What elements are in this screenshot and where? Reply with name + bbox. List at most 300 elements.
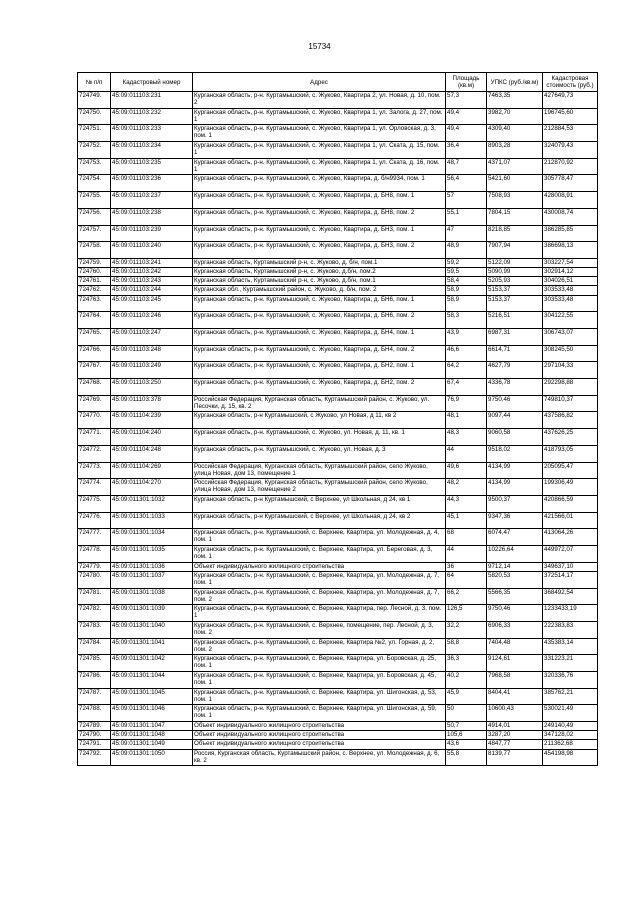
cell-cadastral-cost: 386285,85 <box>543 225 598 242</box>
cell-cadastral-cost: 212884,53 <box>543 125 598 142</box>
cell-upks: 3982,70 <box>487 108 543 125</box>
table-row <box>78 688 598 705</box>
cell-area: 36,4 <box>446 142 487 159</box>
cell-cadastral-cost: 530021,49 <box>543 705 598 722</box>
cell-address: Курганская область, р-н. Куртамышский, с. Жуково, Квартира, д. БН8, пом. 1 <box>193 192 446 209</box>
table-row <box>78 621 598 638</box>
table-row <box>78 362 598 379</box>
table-row <box>78 345 598 362</box>
cell-cadastral-cost: 305778,47 <box>543 175 598 192</box>
table-row <box>78 225 598 242</box>
table-row <box>78 158 598 175</box>
cell-cadastral-number: 45:09:011104:239 <box>111 412 193 429</box>
cell-address: Курганская область, р-н. Куртамышский, с. Верхнее, Квартира, ул. Шигонская, д. 59, пом. 1 <box>193 705 446 722</box>
table-row <box>78 529 598 546</box>
cell-cadastral-cost: 303227,54 <box>543 258 598 267</box>
cell-num: 724750. <box>78 108 111 125</box>
table-row <box>78 125 598 142</box>
cell-upks: 7404,48 <box>487 638 543 655</box>
table-row <box>78 749 598 766</box>
cell-address: Курганская область, р-н. Куртамышский, с. Жуково, Квартира, д. БН2, пом. 1 <box>193 362 446 379</box>
cell-address: Курганская область, р-н. Куртамышский, с. Верхнее, Квартира, ул. Молодежная, д. 7, пом. 2 <box>193 588 446 605</box>
cell-cadastral-cost: 418793,05 <box>543 445 598 462</box>
cell-address: Курганская область, Куртамышский р-н, с. Жуково, д.б/н, пом.2 <box>193 268 446 277</box>
cell-num: 724769. <box>78 395 111 412</box>
cell-cadastral-cost: 306743,07 <box>543 329 598 346</box>
cell-address: Курганская область, р-н. Куртамышский, с. Жуково, Квартира, д. БН6, пом. 2 <box>193 312 446 329</box>
cell-cadastral-number: 45:09:011103:238 <box>111 208 193 225</box>
table-row <box>78 562 598 571</box>
header-num: № п/п <box>78 73 111 92</box>
table-row <box>78 638 598 655</box>
cell-cadastral-cost: 222383,83 <box>543 621 598 638</box>
cell-num: 724771. <box>78 429 111 446</box>
cell-upks: 9712,14 <box>487 562 543 571</box>
cell-num: 724765. <box>78 329 111 346</box>
cell-area: 50,7 <box>446 722 487 731</box>
cell-address: Курганская область, р-н. Куртамышский, с. Верхнее, Квартира, ул. Молодежная, д. 4, пом. 1 <box>193 529 446 546</box>
table-body <box>78 92 598 766</box>
cell-address: Курганская область, р-н. Куртамышский, с. Жуково, Квартира 1, ул. Ската, д. 15, пом. 1 <box>193 142 446 159</box>
cell-address: Курганская область, р-н. Куртамышский, с. Жуково, Квартира, д. БН2, пом. 2 <box>193 379 446 396</box>
cell-address: Курганская область, р-н. Куртамышский, с. Жуково, Квартира, д. БН4, пом. 2 <box>193 345 446 362</box>
header-cadastral-number: Кадастровый номер <box>111 73 193 92</box>
header-address: Адрес <box>193 73 446 92</box>
cell-upks: 5090,99 <box>487 268 543 277</box>
table-row <box>78 277 598 286</box>
cell-upks: 8903,28 <box>487 142 543 159</box>
cell-upks: 9500,37 <box>487 495 543 512</box>
cell-address: Курганская область, Куртамышский р-н, с. Жуково, д.б/н, пом.1 <box>193 277 446 286</box>
cell-cadastral-cost: 302914,12 <box>543 268 598 277</box>
cell-area: 48,1 <box>446 412 487 429</box>
cell-cadastral-cost: 196745,60 <box>543 108 598 125</box>
cell-area: 43,6 <box>446 740 487 749</box>
cell-cadastral-cost: 304026,51 <box>543 277 598 286</box>
cell-upks: 4914,01 <box>487 722 543 731</box>
header-area: Площадь (кв.м) <box>446 73 487 92</box>
cell-address: Курганская область, р-н. Куртамышский, с. Верхнее, Квартира, ул. Молодежная, д. 7, пом. 1 <box>193 571 446 588</box>
table-row <box>78 268 598 277</box>
cell-address: Курганская область, р-н. Куртамышский, с. Жуково, Квартира, д. БН3, пом. 1 <box>193 225 446 242</box>
cell-cadastral-number: 45:09:011103:247 <box>111 329 193 346</box>
cell-address: Российская Федерация, Курганская область, Куртамышский район, село Жуково, улица Новая, дом 13, помещение 2 <box>193 479 446 496</box>
table-row <box>78 329 598 346</box>
cell-num: 724759. <box>78 258 111 267</box>
cell-area: 57 <box>446 192 487 209</box>
cell-num: 724767. <box>78 362 111 379</box>
cell-upks: 9518,02 <box>487 445 543 462</box>
cell-upks: 5205,93 <box>487 277 543 286</box>
cell-address: Курганская область, р-н. Куртамышский, с. Верхнее, Квартира, ул. Шигонская, д. 53, пом. 1 <box>193 688 446 705</box>
cell-area: 47 <box>446 225 487 242</box>
cell-cadastral-cost: 212870,92 <box>543 158 598 175</box>
cell-cadastral-number: 45:09:011301:1042 <box>111 655 193 672</box>
cell-num: 724760. <box>78 268 111 277</box>
cell-cadastral-number: 45:09:011301:1034 <box>111 529 193 546</box>
cell-cadastral-cost: 320336,76 <box>543 671 598 688</box>
cell-upks: 5566,35 <box>487 588 543 605</box>
cell-address: Курганская область, р-н. Куртамышский, с. Жуково, ул. Новая, д. 11, кв. 1 <box>193 429 446 446</box>
cell-cadastral-number: 45:09:011103:248 <box>111 345 193 362</box>
cell-cadastral-number: 45:09:011301:1046 <box>111 705 193 722</box>
table-row <box>78 571 598 588</box>
cell-upks: 6987,31 <box>487 329 543 346</box>
header-cadastral-cost: Кадастровая стоимость (руб.) <box>543 73 598 92</box>
cell-cadastral-number: 45:09:011104:269 <box>111 462 193 479</box>
cell-upks: 6074,47 <box>487 529 543 546</box>
cell-area: 45,1 <box>446 512 487 529</box>
cell-area: 44,3 <box>446 495 487 512</box>
cell-cadastral-number: 45:09:011103:234 <box>111 142 193 159</box>
cell-cadastral-cost: 449972,07 <box>543 545 598 562</box>
cell-address: Курганская область, р-н Куртамышский, с Жуково, ул Новая, д 11, кв 2 <box>193 412 446 429</box>
cell-cadastral-number: 45:09:011103:378 <box>111 395 193 412</box>
cell-cadastral-cost: 1233433,19 <box>543 605 598 622</box>
cell-area: 36 <box>446 562 487 571</box>
table-row <box>78 142 598 159</box>
cell-num: 724751. <box>78 125 111 142</box>
table-row <box>78 175 598 192</box>
cell-cadastral-number: 45:09:011103:231 <box>111 92 193 109</box>
cell-area: 55,1 <box>446 208 487 225</box>
cell-num: 724761. <box>78 277 111 286</box>
cell-area: 59,2 <box>446 258 487 267</box>
cell-cadastral-number: 45:09:011301:1039 <box>111 605 193 622</box>
cell-upks: 7968,58 <box>487 671 543 688</box>
cell-cadastral-cost: 249140,49 <box>543 722 598 731</box>
cell-cadastral-cost: 420866,59 <box>543 495 598 512</box>
table-row <box>78 655 598 672</box>
cell-address: Курганская область, р-н. Куртамышский, с. Жуково, Квартира, д. БН4, пом. 1 <box>193 329 446 346</box>
cell-area: 58,3 <box>446 312 487 329</box>
cell-cadastral-number: 45:09:011103:239 <box>111 225 193 242</box>
cell-cadastral-cost: 437586,82 <box>543 412 598 429</box>
cell-cadastral-number: 45:09:011301:1041 <box>111 638 193 655</box>
table-row <box>78 671 598 688</box>
cell-upks: 4336,78 <box>487 379 543 396</box>
cell-cadastral-cost: 427649,73 <box>543 92 598 109</box>
cell-upks: 7804,15 <box>487 208 543 225</box>
table-row <box>78 740 598 749</box>
cell-cadastral-cost: 428008,91 <box>543 192 598 209</box>
table-row <box>78 258 598 267</box>
cell-upks: 9097,44 <box>487 412 543 429</box>
cell-address: Курганская область, р-н. Куртамышский, с. Жуково, Квартира 1, ул. Орловская, д. 3, пом. 1 <box>193 125 446 142</box>
cell-cadastral-cost: 308245,50 <box>543 345 598 362</box>
cell-cadastral-cost: 303533,48 <box>543 295 598 312</box>
cell-cadastral-cost: 454198,98 <box>543 749 598 766</box>
table-row <box>78 312 598 329</box>
cell-cadastral-number: 45:09:011301:1047 <box>111 722 193 731</box>
cell-address: Курганская область, р-н. Куртамышский, с. Жуково, Квартира 1, ул. Ската, д. 16, пом. 1 <box>193 158 446 175</box>
cell-cadastral-number: 45:09:011103:241 <box>111 258 193 267</box>
cell-cadastral-number: 45:09:011301:1048 <box>111 731 193 740</box>
cell-num: 724768. <box>78 379 111 396</box>
cell-upks: 9124,61 <box>487 655 543 672</box>
cell-upks: 4627,79 <box>487 362 543 379</box>
cell-address: Курганская область, р-н. Куртамышский, с. Жуково, ул. Новая, д. 3 <box>193 445 446 462</box>
table-row <box>78 445 598 462</box>
cell-upks: 4134,99 <box>487 462 543 479</box>
cell-cadastral-number: 45:09:011103:235 <box>111 158 193 175</box>
cell-address: Российская Федерация, Курганская область, Куртамышский район, с. Жуково, ул. Песочки, д. 15, кв. 2 <box>193 395 446 412</box>
cell-num: 724781. <box>78 588 111 605</box>
cell-area: 64 <box>446 571 487 588</box>
table-row <box>78 429 598 446</box>
cell-address: Объект индивидуального жилищного строительства <box>193 562 446 571</box>
cell-num: 724790. <box>78 731 111 740</box>
cell-area: 43,9 <box>446 329 487 346</box>
cell-address: Курганская область, р-н. Куртамышский, с. Верхнее, Квартира, ул. Боровская, д. 45, пом. 1 <box>193 671 446 688</box>
cell-num: 724770. <box>78 412 111 429</box>
cell-area: 105,6 <box>446 731 487 740</box>
cell-cadastral-cost: 386698,13 <box>543 242 598 259</box>
cell-upks: 7907,94 <box>487 242 543 259</box>
cell-area: 59,5 <box>446 268 487 277</box>
page-number: 15734 <box>308 42 331 51</box>
table-row <box>78 208 598 225</box>
cell-num: 724784. <box>78 638 111 655</box>
cell-upks: 9750,46 <box>487 605 543 622</box>
cell-num: 724782. <box>78 605 111 622</box>
cell-cadastral-cost: 304122,55 <box>543 312 598 329</box>
table-row <box>78 495 598 512</box>
cell-num: 724772. <box>78 445 111 462</box>
cell-area: 48,3 <box>446 429 487 446</box>
cell-cadastral-number: 45:09:011301:1032 <box>111 495 193 512</box>
table-row <box>78 295 598 312</box>
cell-area: 67,4 <box>446 379 487 396</box>
table-row <box>78 192 598 209</box>
cell-cadastral-number: 45:09:011104:248 <box>111 445 193 462</box>
cell-num: 724753. <box>78 158 111 175</box>
cell-upks: 7508,93 <box>487 192 543 209</box>
cell-upks: 9750,46 <box>487 395 543 412</box>
cell-cadastral-cost: 297104,33 <box>543 362 598 379</box>
cell-num: 724763. <box>78 295 111 312</box>
cell-area: 48,7 <box>446 158 487 175</box>
cell-num: 724754. <box>78 175 111 192</box>
cell-upks: 7463,35 <box>487 92 543 109</box>
cell-address: Курганская область, р-н. Куртамышский, с. Верхнее, помещение, пер. Лесной, д. 3, пом. 2 <box>193 621 446 638</box>
cell-upks: 5153,37 <box>487 286 543 295</box>
cell-cadastral-number: 45:09:011103:243 <box>111 277 193 286</box>
cell-upks: 5421,60 <box>487 175 543 192</box>
cell-area: 58,8 <box>446 638 487 655</box>
table-row <box>78 379 598 396</box>
cell-cadastral-number: 45:09:011103:249 <box>111 362 193 379</box>
cell-cadastral-cost: 349637,10 <box>543 562 598 571</box>
cell-cadastral-number: 45:09:011103:233 <box>111 125 193 142</box>
table-row <box>78 286 598 295</box>
cell-num: 724787. <box>78 688 111 705</box>
cell-address: Курганская область, р-н Куртамышский, с Верхнее, ул Школьная, д 24, кв 1 <box>193 495 446 512</box>
cell-cadastral-number: 45:09:011103:244 <box>111 286 193 295</box>
cell-address: Курганская область, р-н. Куртамышский, с. Жуково, Квартира, д. БН8, пом. 2 <box>193 208 446 225</box>
cell-cadastral-cost: 372514,17 <box>543 571 598 588</box>
table-row <box>78 731 598 740</box>
table-row <box>78 588 598 605</box>
cell-cadastral-cost: 199306,49 <box>543 479 598 496</box>
cell-area: 45,9 <box>446 688 487 705</box>
cell-cadastral-cost: 331223,21 <box>543 655 598 672</box>
cell-area: 68 <box>446 529 487 546</box>
cell-address: Объект индивидуального жилищного строительства <box>193 722 446 731</box>
cell-address: Курганская область, р-н. Куртамышский, с. Верхнее, Квартира, ул. Боровская, д. 25, пом. 1 <box>193 655 446 672</box>
table-row <box>78 545 598 562</box>
table-row <box>78 108 598 125</box>
cell-address: Россия, Курганская область, Куртамышский район, с. Верхнее, ул. Молодежная, д. 6, кв. 2 <box>193 749 446 766</box>
cell-area: 57,3 <box>446 92 487 109</box>
cell-cadastral-number: 45:09:011301:1036 <box>111 562 193 571</box>
cell-num: 724778. <box>78 545 111 562</box>
table-header-row <box>78 73 598 92</box>
cell-address: Курганская обл., Куртамышский район, с. Жуково, д. б/н, пом. 2 <box>193 286 446 295</box>
cell-upks: 4847,77 <box>487 740 543 749</box>
cell-num: 724755. <box>78 192 111 209</box>
cell-upks: 6614,71 <box>487 345 543 362</box>
cell-upks: 10600,43 <box>487 705 543 722</box>
cell-cadastral-cost: 430008,74 <box>543 208 598 225</box>
cell-cadastral-cost: 413064,26 <box>543 529 598 546</box>
table-row <box>78 512 598 529</box>
cell-num: 724766. <box>78 345 111 362</box>
cell-area: 49,4 <box>446 125 487 142</box>
cell-num: 724786. <box>78 671 111 688</box>
cell-area: 58,9 <box>446 286 487 295</box>
cell-cadastral-number: 45:09:011103:236 <box>111 175 193 192</box>
cell-upks: 4371,07 <box>487 158 543 175</box>
cell-area: 48,9 <box>446 242 487 259</box>
cell-address: Курганская область, р-н. Куртамышский, с. Верхнее, Квартира, пер. Лесной, д. 3, пом. 1 <box>193 605 446 622</box>
cell-num: 724779. <box>78 562 111 571</box>
cell-area: 50 <box>446 705 487 722</box>
cell-cadastral-number: 45:09:011103:232 <box>111 108 193 125</box>
cell-cadastral-cost: 292298,88 <box>543 379 598 396</box>
cell-cadastral-number: 45:09:011301:1033 <box>111 512 193 529</box>
cell-cadastral-cost: 749810,37 <box>543 395 598 412</box>
cell-cadastral-cost: 324079,43 <box>543 142 598 159</box>
cell-cadastral-cost: 385762,21 <box>543 688 598 705</box>
cell-upks: 4134,99 <box>487 479 543 496</box>
table-row <box>78 705 598 722</box>
table-row <box>78 605 598 622</box>
cell-num: 724791. <box>78 740 111 749</box>
cell-address: Курганская область, р-н. Куртамышский, с. Жуково, Квартира 2, ул. Новая, д. 10, пом. 2 <box>193 92 446 109</box>
cell-address: Курганская область, р-н. Куртамышский, с. Жуково, Квартира, д. БН6, пом. 1 <box>193 295 446 312</box>
cell-cadastral-cost: 435383,14 <box>543 638 598 655</box>
cell-area: 76,9 <box>446 395 487 412</box>
cell-cadastral-number: 45:09:011103:240 <box>111 242 193 259</box>
cell-cadastral-cost: 303533,48 <box>543 286 598 295</box>
cell-cadastral-number: 45:09:011301:1049 <box>111 740 193 749</box>
cell-area: 55,8 <box>446 749 487 766</box>
cell-address: Курганская область, р-н Куртамышский, с Верхнее, ул Школьная, д 24, кв 2 <box>193 512 446 529</box>
table-row <box>78 412 598 429</box>
cell-cadastral-number: 45:09:011301:1035 <box>111 545 193 562</box>
cell-upks: 6906,33 <box>487 621 543 638</box>
cell-cadastral-cost: 437626,25 <box>543 429 598 446</box>
cell-cadastral-number: 45:09:011301:1045 <box>111 688 193 705</box>
cell-num: 724764. <box>78 312 111 329</box>
cell-cadastral-number: 45:09:011301:1037 <box>111 571 193 588</box>
table-row <box>78 462 598 479</box>
cell-address: Курганская область, р-н. Куртамышский, с. Верхнее, Квартира №2, ул. Горная, д. 2, пом. 2 <box>193 638 446 655</box>
cell-num: 724752. <box>78 142 111 159</box>
cell-area: 44 <box>446 445 487 462</box>
cell-num: 724777. <box>78 529 111 546</box>
cell-num: 724762. <box>78 286 111 295</box>
cell-area: 49,6 <box>446 462 487 479</box>
cell-area: 48,2 <box>446 479 487 496</box>
cell-cadastral-number: 45:09:011301:1040 <box>111 621 193 638</box>
cell-upks: 5122,09 <box>487 258 543 267</box>
cell-num: 724789. <box>78 722 111 731</box>
cell-address: Курганская область, Куртамышский р-н, с. Жуково, д. б/н, пом.1 <box>193 258 446 267</box>
cell-address: Курганская область, р-н. Куртамышский, с. Жуково, Квартира, д. б/н9934, пом. 1 <box>193 175 446 192</box>
cell-num: 724756. <box>78 208 111 225</box>
table-row <box>78 92 598 109</box>
cell-upks: 3287,20 <box>487 731 543 740</box>
table-row <box>78 722 598 731</box>
cell-cadastral-cost: 368492,54 <box>543 588 598 605</box>
cell-address: Курганская область, р-н. Куртамышский, с. Жуково, Квартира, д. БН3, пом. 2 <box>193 242 446 259</box>
cell-num: 724783. <box>78 621 111 638</box>
cell-cadastral-cost: 205095,47 <box>543 462 598 479</box>
cell-num: 724788. <box>78 705 111 722</box>
cell-cadastral-cost: 347128,02 <box>543 731 598 740</box>
table-row <box>78 242 598 259</box>
cell-area: 58,4 <box>446 277 487 286</box>
cell-num: 724780. <box>78 571 111 588</box>
cell-area: 126,5 <box>446 605 487 622</box>
cell-address: Российская Федерация, Курганская область, Куртамышский район, село Жуково, улица Новая, дом 13, помещение 1 <box>193 462 446 479</box>
cell-cadastral-number: 45:09:011301:1050 <box>111 749 193 766</box>
cell-upks: 5153,37 <box>487 295 543 312</box>
cell-num: 724785. <box>78 655 111 672</box>
cell-area: 66,2 <box>446 588 487 605</box>
cell-num: 724792. <box>78 749 111 766</box>
cell-area: 36,3 <box>446 655 487 672</box>
cell-cadastral-number: 45:09:011104:270 <box>111 479 193 496</box>
cell-cadastral-number: 45:09:011301:1044 <box>111 671 193 688</box>
cell-upks: 5820,53 <box>487 571 543 588</box>
cell-cadastral-cost: 211362,68 <box>543 740 598 749</box>
cell-num: 724776. <box>78 512 111 529</box>
cell-area: 49,4 <box>446 108 487 125</box>
cell-cadastral-cost: 421566,01 <box>543 512 598 529</box>
cell-cadastral-number: 45:09:011103:237 <box>111 192 193 209</box>
cell-area: 40,2 <box>446 671 487 688</box>
cell-address: Объект индивидуального жилищного строительства <box>193 731 446 740</box>
cell-num: 724775. <box>78 495 111 512</box>
cell-cadastral-number: 45:09:011103:246 <box>111 312 193 329</box>
cell-area: 58,9 <box>446 295 487 312</box>
cell-num: 724773. <box>78 462 111 479</box>
cell-upks: 8404,41 <box>487 688 543 705</box>
header-upks: УПКС (руб./кв.м) <box>487 73 543 92</box>
cell-upks: 9060,58 <box>487 429 543 446</box>
cell-num: 724774. <box>78 479 111 496</box>
cell-cadastral-number: 45:09:011103:250 <box>111 379 193 396</box>
table-row <box>78 479 598 496</box>
cell-num: 724758. <box>78 242 111 259</box>
table-row <box>78 395 598 412</box>
cell-cadastral-number: 45:09:011104:240 <box>111 429 193 446</box>
cell-address: Курганская область, р-н. Куртамышский, с. Жуково, Квартира 1, ул. Залога, д. 27, пом. 1 <box>193 108 446 125</box>
cell-num: 724757. <box>78 225 111 242</box>
